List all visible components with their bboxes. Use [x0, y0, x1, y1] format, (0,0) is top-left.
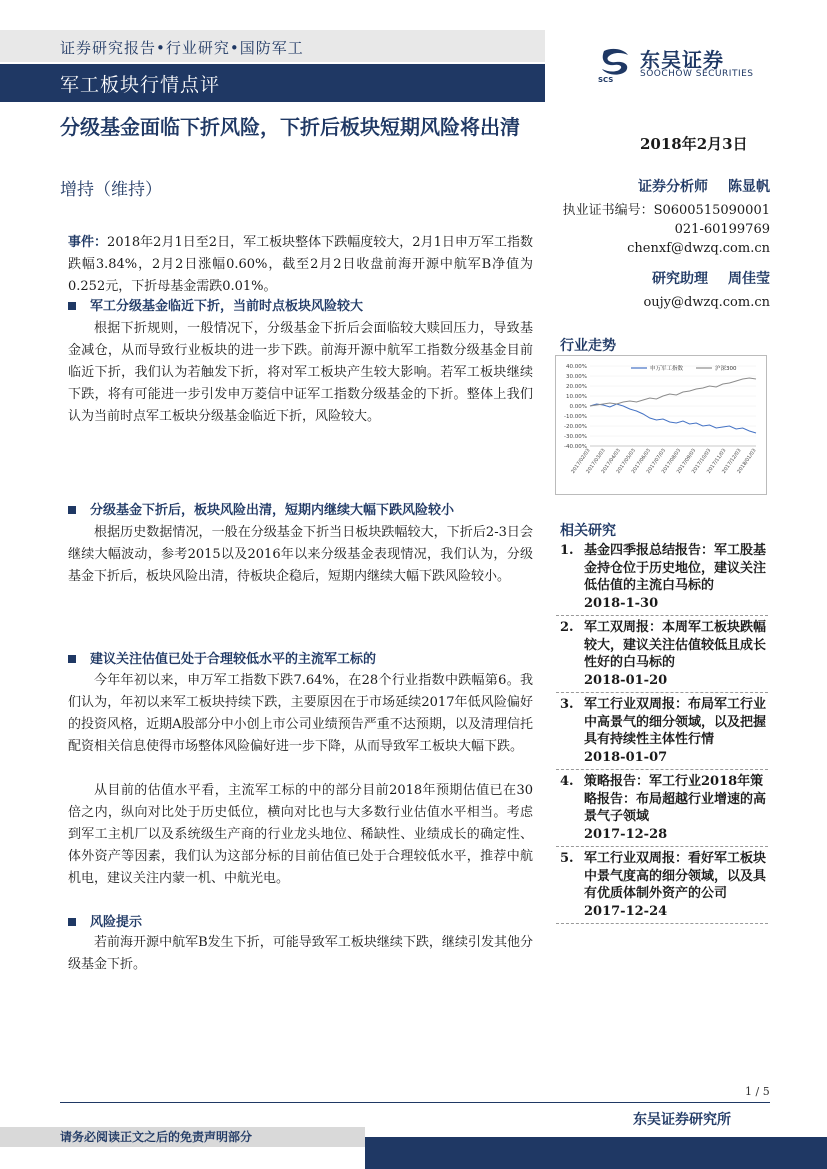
related-item-title: 军工双周报：本周军工板块跌幅较大，建议关注估值较低且成长性好的白马标的	[584, 620, 767, 670]
chart-ytick-label: -20.00%	[564, 424, 587, 430]
chart-ytick-label: -40.00%	[564, 444, 587, 450]
bullet-square-icon	[68, 302, 76, 310]
section-title: 军工板块行情点评	[60, 74, 221, 96]
related-item[interactable]	[556, 850, 768, 920]
related-item-date: 2018-01-20	[584, 672, 668, 688]
section-paragraph: 根据历史数据情况，一般在分级基金下折当日板块跌幅较大，下折后2-3日会继续大幅波动，参考2015以及2016年以来分级基金表现情况，我们认为，分级基金下折后，板块风险出清，待板块企稳后，短期内继续大幅下跌风险较小。	[68, 525, 533, 584]
report-category: 证券研究报告•行业研究•国防军工	[60, 39, 304, 57]
related-item-date: 2017-12-24	[584, 903, 668, 919]
footer-disclaimer[interactable]: 请务必阅读正文之后的免责声明部分	[60, 1130, 253, 1144]
related-item-number: 5.	[560, 851, 574, 866]
related-item-title: 策略报告：军工行业2018年策略报告：布局超越行业增速的高景气子领域	[584, 774, 767, 824]
event-label: 事件：	[68, 235, 108, 250]
bullet-square-icon	[68, 918, 76, 926]
bullet-square-icon	[68, 506, 76, 514]
section-heading: 风险提示	[68, 911, 142, 930]
chart-xtick-label: 2017/03/03	[585, 447, 607, 475]
analyst-block	[520, 178, 770, 312]
brand-abbr: SCS	[598, 76, 614, 84]
related-item-number: 3.	[560, 697, 574, 712]
chart-xtick-label: 2017/11/03	[706, 447, 728, 475]
report-date: 2018年2月3日	[640, 135, 748, 153]
related-separator	[556, 846, 768, 847]
rating: 增持（维持）	[60, 180, 162, 200]
chart-xtick-label: 2017/08/03	[660, 447, 683, 475]
brand-logo-icon	[598, 44, 634, 80]
page-number: 1 / 5	[745, 1085, 770, 1098]
related-item-number: 1.	[560, 543, 574, 558]
analyst-label: 证券分析师	[638, 179, 708, 195]
related-item-date: 2018-1-30	[584, 595, 659, 611]
section-paragraph: 从目前的估值水平看，主流军工标的中的部分目前2018年预期估值已在30倍之内，纵向对比处于历史低位，横向对比也与大多数行业估值水平相当。考虑到军工主机厂以及系统级生产商的行业龙头地位、稀缺性、业绩成长的确定性、体外资产等因素，我们认为这部分标的目前估值已处于合理较低水平，推荐中航机电，建议关注内蒙一机、中航光电。	[68, 783, 533, 886]
related-item-title: 军工行业双周报：看好军工板块中景气度高的细分领域，以及具有优质体制外资产的公司	[584, 851, 767, 901]
assistant-label: 研究助理	[652, 271, 708, 287]
report-title: 分级基金面临下折风险，下折后板块短期风险将出清	[60, 115, 520, 139]
chart-ytick-label: 10.00%	[566, 394, 587, 400]
analyst-name: 陈显帆	[728, 179, 770, 195]
related-item-number: 4.	[560, 774, 574, 789]
section-heading: 分级基金下折后，板块风险出清，短期内继续大幅下跌风险较小	[68, 499, 454, 518]
footer-org: 东吴证券研究所	[633, 1112, 731, 1128]
footer-band-dark	[365, 1137, 827, 1169]
brand-logo	[598, 44, 773, 84]
related-item[interactable]	[556, 542, 768, 612]
assistant-name: 周佳莹	[728, 271, 770, 287]
trend-chart-svg	[556, 356, 768, 496]
section-heading: 军工分级基金临近下折，当前时点板块风险较大	[68, 295, 363, 314]
section-paragraph: 根据下折规则，一般情况下，分级基金下折后会面临较大赎回压力，导致基金减仓，从而导致行业板块的进一步下跌。前海开源中航军工指数分级基金目前临近下折，我们认为若触发下折，将对军工板块产生较大影响。若军工板块继续下跌，将有可能进一步引发申万菱信中证军工指数分级基金的下折。整体上我们认为当前时点军工板块分级基金临近下折，风险较大。	[68, 321, 533, 424]
section-heading: 建议关注估值已处于合理较低水平的主流军工标的	[68, 648, 376, 667]
chart-series-line	[590, 378, 756, 406]
chart-ytick-label: 40.00%	[566, 364, 587, 370]
chart-xtick-label: 2017/02/03	[570, 447, 592, 475]
event-text: 2018年2月1日至2日，军工板块整体下跌幅度较大，2月1日申万军工指数跌幅3.84%，2月2日涨幅0.60%，截至2月2日收盘前海开源中航军B净值为0.252元，下折母基金需跌0.01%。	[68, 235, 533, 294]
chart-series-line	[590, 404, 756, 433]
chart-ytick-label: 20.00%	[566, 384, 587, 390]
chart-xtick-label: 2018/01/03	[736, 447, 758, 475]
chart-xtick-label: 2017/06/03	[630, 447, 653, 475]
analyst-cert: 执业证书编号：S0600515090001	[562, 203, 770, 218]
related-item[interactable]	[556, 696, 768, 766]
chart-ytick-label: -10.00%	[564, 414, 587, 420]
related-separator	[556, 615, 768, 616]
chart-ytick-label: 30.00%	[566, 374, 587, 380]
chart-xtick-label: 2017/07/03	[645, 447, 668, 475]
brand-name-cn: 东吴证券	[640, 48, 724, 72]
chart-legend-label: 沪深300	[715, 366, 737, 372]
assistant-email[interactable]: oujy@dwzq.com.cn	[643, 295, 770, 310]
related-list	[556, 542, 768, 927]
related-title: 相关研究	[560, 523, 616, 539]
related-item-date: 2017-12-28	[584, 826, 668, 842]
chart-legend-label: 申万军工指数	[650, 366, 684, 372]
brand-name-en: SOOCHOW SECURITIES	[640, 69, 754, 79]
chart-ytick-label: 0.00%	[569, 404, 587, 410]
related-item-number: 2.	[560, 620, 574, 635]
event-paragraph	[68, 232, 533, 298]
analyst-phone: 021-60199769	[674, 222, 770, 237]
related-item[interactable]	[556, 773, 768, 843]
trend-title: 行业走势	[560, 338, 616, 354]
related-separator	[556, 923, 768, 924]
chart-xtick-label: 2017/10/03	[690, 447, 713, 475]
section-paragraph: 今年年初以来，申万军工指数下跌7.64%，在28个行业指数中跌幅第6。我们认为，年初以来军工板块持续下跌，主要原因在于市场延续2017年低风险偏好的投资风格，近期A股部分中小创上市公司业绩预告严重不达预期，以及清理信托配资相关信息使得市场整体风险偏好进一步下降，从而导致军工板块大幅下跌。	[68, 673, 533, 754]
chart-ytick-label: -30.00%	[564, 434, 587, 440]
related-separator	[556, 769, 768, 770]
related-item[interactable]	[556, 619, 768, 689]
related-item-title: 基金四季报总结报告：军工股基金持仓位于历史地位，建议关注低估值的主流白马标的	[584, 543, 767, 593]
related-separator	[556, 692, 768, 693]
bullet-square-icon	[68, 655, 76, 663]
chart-xtick-label: 2017/04/03	[600, 447, 622, 475]
chart-xtick-label: 2017/12/03	[721, 447, 743, 475]
related-item-title: 军工行业双周报：布局军工行业中高景气的细分领域，以及把握具有持续性主体性行情	[584, 697, 767, 747]
chart-xtick-label: 2017/09/03	[675, 447, 698, 475]
chart-xtick-label: 2017/05/03	[615, 447, 637, 475]
trend-chart	[555, 355, 767, 495]
footer-divider	[60, 1102, 770, 1103]
related-item-date: 2018-01-07	[584, 749, 668, 765]
analyst-email[interactable]: chenxf@dwzq.com.cn	[627, 241, 770, 256]
section-paragraph: 若前海开源中航军B发生下折，可能导致军工板块继续下跌，继续引发其他分级基金下折。	[68, 935, 533, 972]
